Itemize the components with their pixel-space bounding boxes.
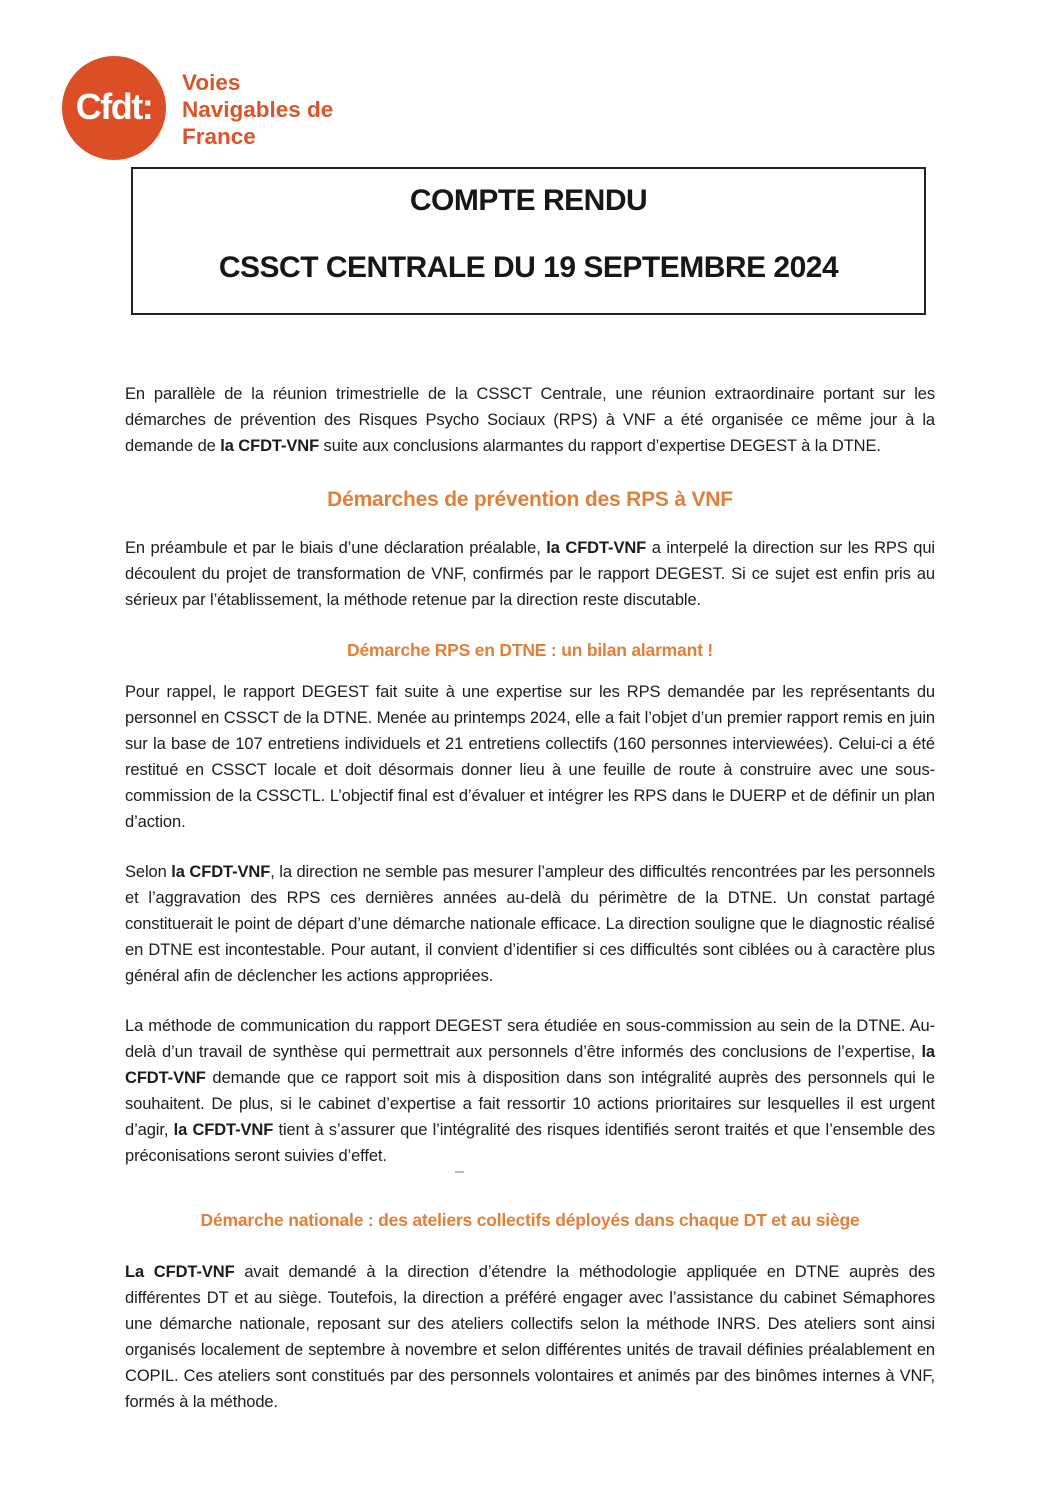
text-segment: , la direction ne semble pas mesurer l’ampleur des difficultés rencontrées par les personnels et l’aggravation des RPS ces dernières années au-delà du périmètre de la DTNE. Un constat partagé constituerait le point de départ d’une démarche nationale efficace. La direction souligne que le diagnostic réalisé en DTNE est incontestable. Pour autant, il convient d’identifier si ces difficultés sont ciblées ou à caractère plus général afin de déclencher les actions appropriées.	[125, 863, 935, 985]
paragraph-selon-cfdt	[125, 859, 935, 989]
title-box	[131, 167, 926, 315]
document-title: COMPTE RENDU	[409, 184, 648, 217]
cfdt-logo-icon	[62, 56, 166, 160]
text-segment: En préambule et par le biais d’une déclaration préalable,	[125, 539, 547, 557]
text-segment: avait demandé à la direction d’étendre la méthodologie appliquée en DTNE auprès des différentes DT et au siège. Toutefois, la direction a préféré engager avec l’assistance du cabinet Sémaphores une démarche nationale, reposant sur des ateliers collectifs selon la méthode INRS. Des ateliers sont ainsi organisés localement de septembre à novembre et selon différentes unités de travail définies préalablement en COPIL. Ces ateliers sont constitués par des personnels volontaires et animés par des binômes internes à VNF, formés à la méthode.	[125, 1263, 935, 1411]
text-segment: a interpelé la direction sur les RPS qui découlent du projet de transformation de VNF, confirmés par le rapport DEGEST. Si ce sujet est enfin pris au sérieux par l’établissement, la méthode retenue par la direction reste discutable.	[125, 539, 935, 609]
paragraph-demarche-nationale	[125, 1259, 935, 1415]
cfdt-logo-text: Cfdt:	[75, 85, 153, 127]
org-name	[182, 69, 333, 150]
document-body	[125, 381, 935, 1415]
scan-artifact-mark	[455, 1171, 464, 1173]
text-segment: suite aux conclusions alarmantes du rapport d’expertise DEGEST à la DTNE.	[319, 437, 881, 455]
text-segment: demande que ce rapport soit mis à disposition dans son intégralité auprès des personnels qui le souhaitent. De plus, si le cabinet d’expertise a fait ressortir 10 actions prioritaires sur lesquelles il est urgent d’agir,	[125, 1069, 935, 1139]
org-name-line: France	[182, 124, 256, 149]
bold-cfdt-vnf: la CFDT-VNF	[173, 1121, 274, 1139]
text-segment: Pour rappel, le rapport DEGEST fait suite à une expertise sur les RPS demandée par les représentants du personnel en CSSCT de la DTNE. Menée au printemps 2024, elle a fait l’objet d’un premier rapport remis en juin sur la base de 107 entretiens individuels et 21 entretiens collectifs (160 personnes interviewées). Celui-ci a été restitué en CSSCT locale et doit désormais donner lieu à une feuille de route à construire avec une sous-commission de la CSSCTL. L’objectif final est d’évaluer et intégrer les RPS dans le DUERP et de définir un plan d’action.	[125, 683, 935, 831]
document-subtitle: CSSCT CENTRALE DU 19 SEPTEMBRE 2024	[218, 251, 839, 284]
bold-cfdt-vnf: la CFDT-VNF	[220, 437, 320, 455]
text-segment: Selon	[125, 863, 172, 881]
bold-cfdt-vnf: La CFDT-VNF	[125, 1263, 235, 1281]
text-segment: tient à s’assurer que l’intégralité des risques identifiés seront traités et que l’ensemble des préconisations seront suivies d’effet.	[125, 1121, 935, 1165]
cfdt-vnf-logo	[0, 0, 1058, 160]
text-segment: En parallèle de la réunion trimestrielle de la CSSCT Centrale, une réunion extraordinaire portant sur les démarches de prévention des Risques Psycho Sociaux (RPS) à VNF a été organisée ce même jour à la demande de	[125, 385, 935, 455]
org-name-line: Voies	[182, 70, 241, 95]
paragraph-rappel-degest	[125, 679, 935, 835]
paragraph-methode-communication	[125, 1013, 935, 1169]
bold-cfdt-vnf: la CFDT-VNF	[171, 863, 271, 881]
org-name-line: Navigables de	[182, 97, 334, 122]
bold-cfdt-vnf: la CFDT-VNF	[546, 539, 647, 557]
section-heading-rps-vnf: Démarches de prévention des RPS à VNF	[327, 488, 733, 511]
subsection-heading-demarche-nationale: Démarche nationale : des ateliers collectifs déployés dans chaque DT et au siège	[200, 1210, 860, 1230]
subsection-heading-dtne-bilan: Démarche RPS en DTNE : un bilan alarmant !	[347, 640, 713, 660]
text-segment: La méthode de communication du rapport DEGEST sera étudiée en sous-commission au sein de la DTNE. Au-delà d’un travail de synthèse qui permettrait aux personnels d’être informés des conclusions de l’expertise,	[125, 1017, 935, 1061]
paragraph-intro	[125, 381, 935, 459]
paragraph-preambule	[125, 535, 935, 613]
bold-cfdt-vnf: la CFDT-VNF	[125, 1043, 935, 1087]
